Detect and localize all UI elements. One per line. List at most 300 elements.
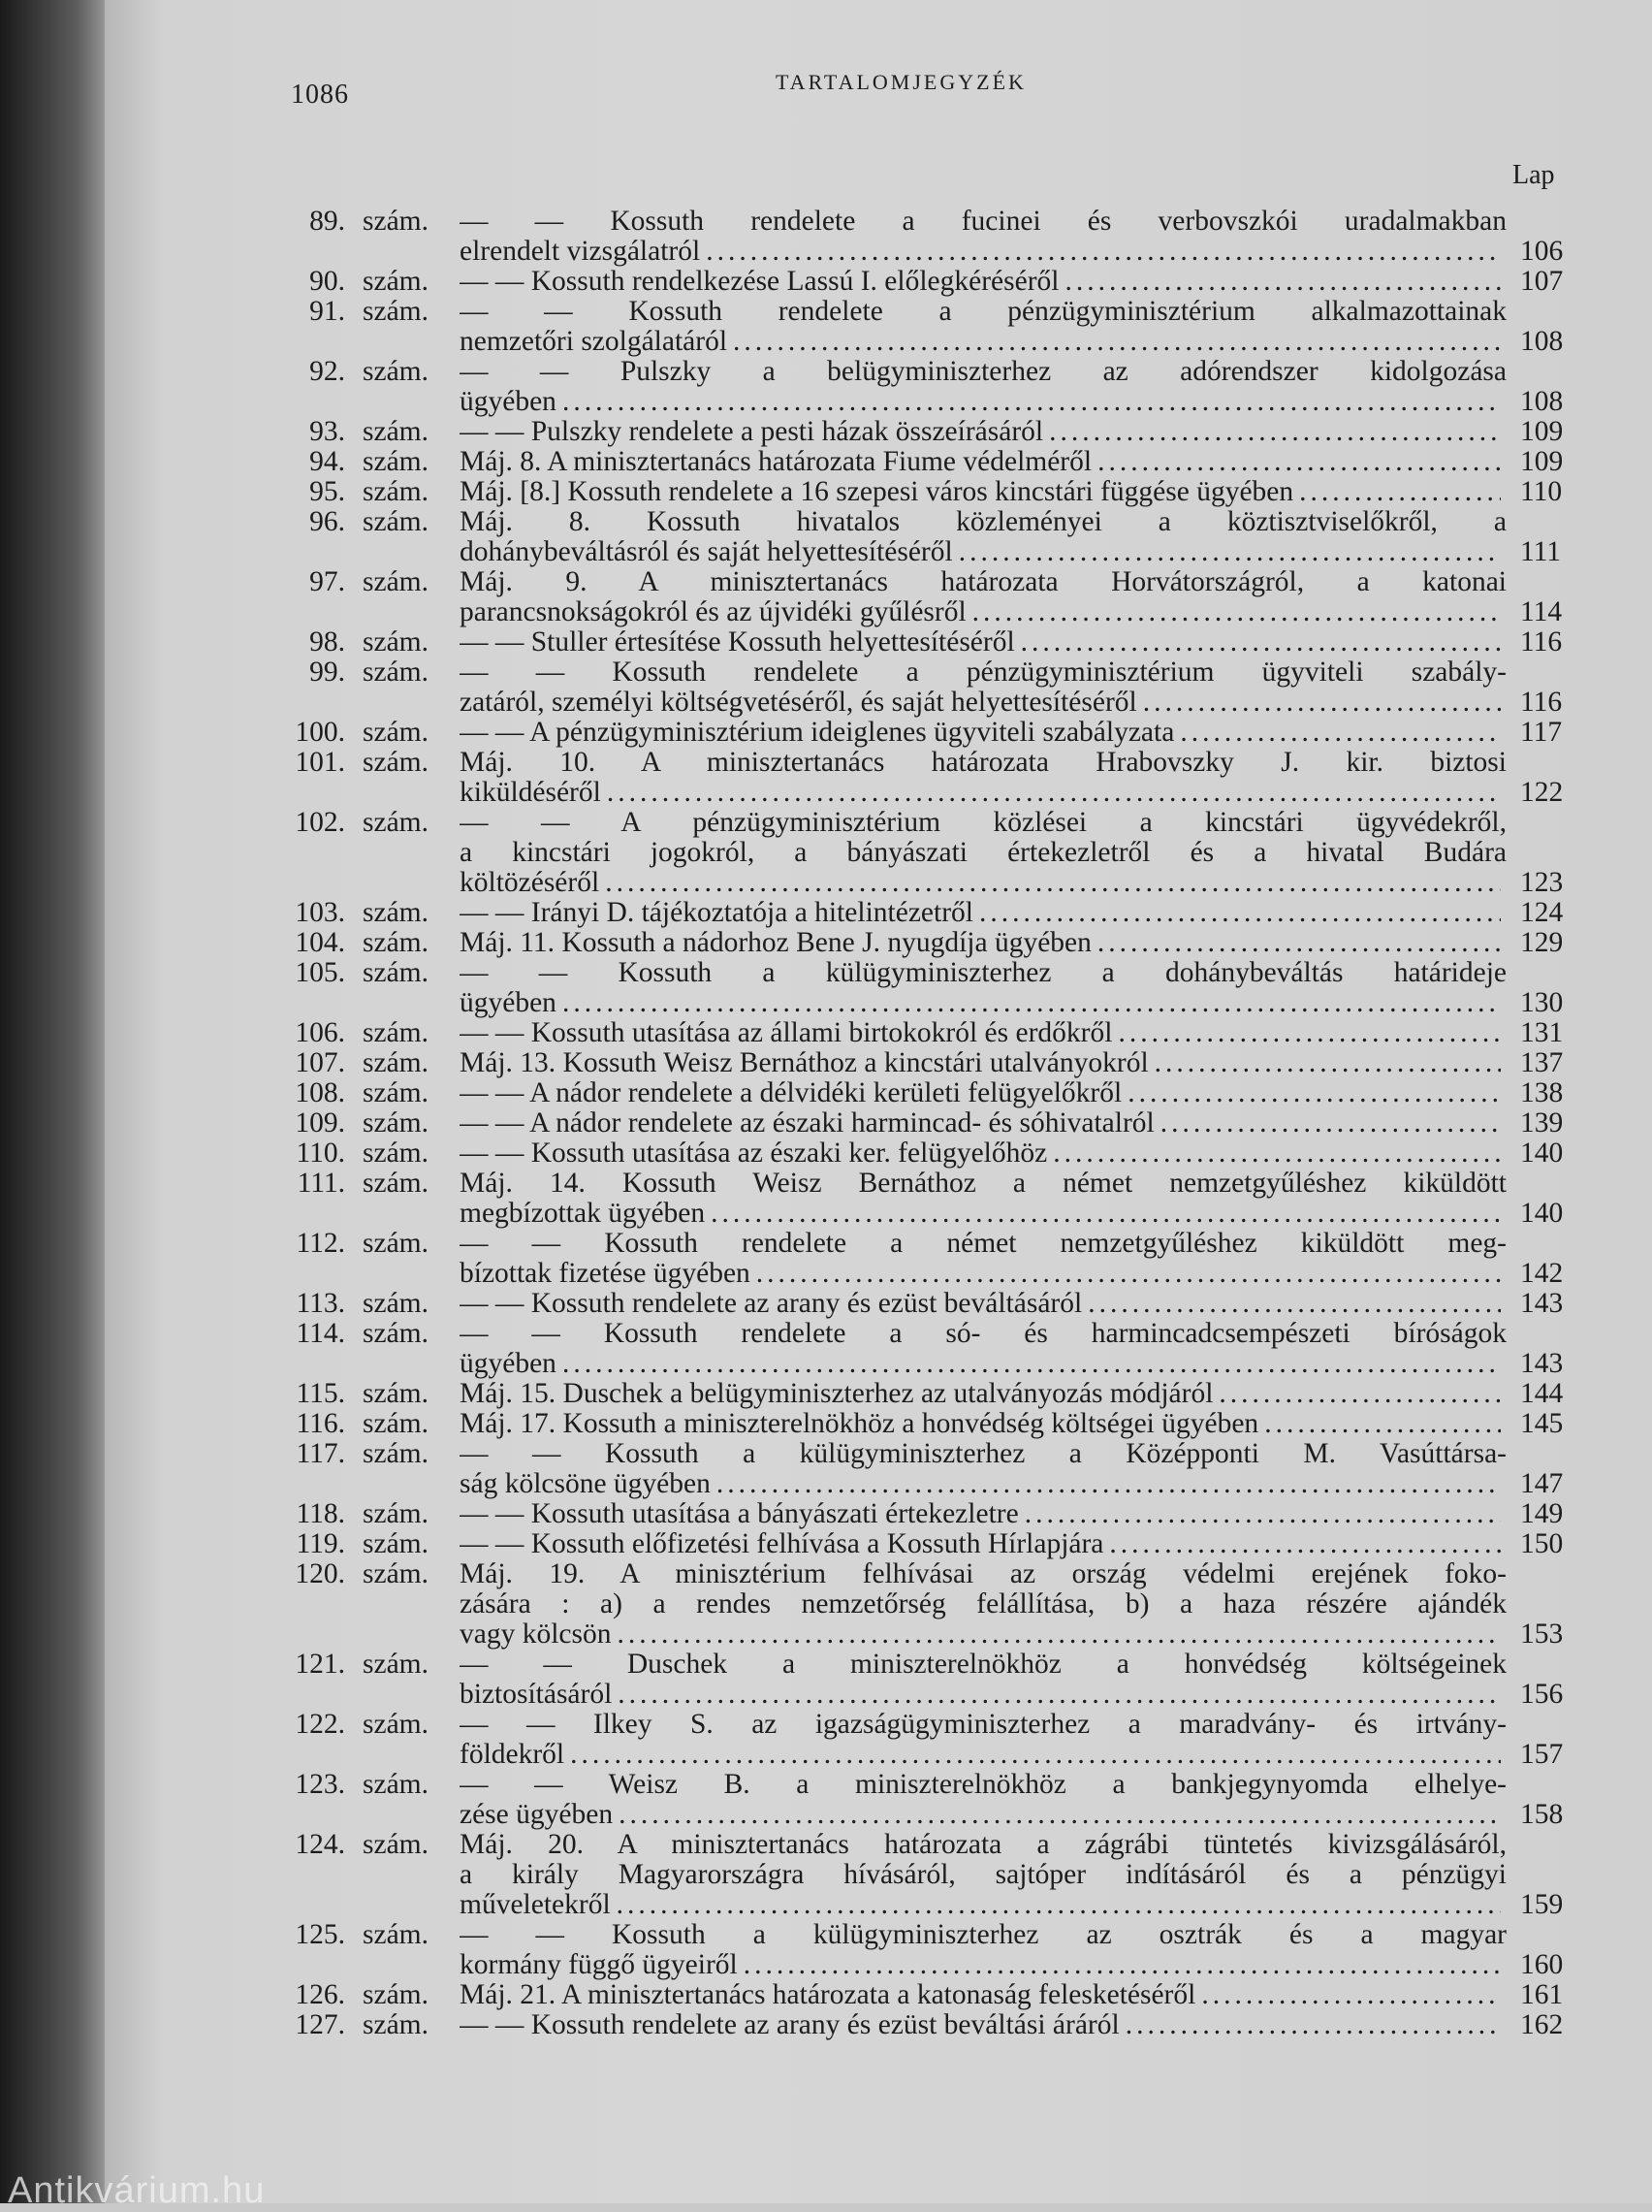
entry-page-number: 153 <box>1520 1619 1564 1650</box>
entry-title-last-line <box>460 1018 1507 1048</box>
entry-title-text: Máj. 11. Kossuth a nádorhoz Bene J. nyugdíja ügyében <box>460 928 1092 958</box>
entry-page-number: 149 <box>1520 1498 1564 1529</box>
entry-title-last-line <box>460 1890 1507 1920</box>
entry-title-text: Máj. 8. A minisztertanács határozata Fiume védelméről <box>460 447 1093 477</box>
entry-title <box>460 1529 1507 1559</box>
entry-title-last-line <box>460 1409 1507 1439</box>
entry-label: szám. <box>363 2009 429 2040</box>
dot-leader <box>1053 1138 1501 1169</box>
entry-title-line: — — Weisz B. a miniszterelnökhöz a bankjegynyomda elhelye- <box>460 1770 1507 1800</box>
entry-title-line: — — Kossuth rendelete a pénzügyminisztérium ügyviteli szabály- <box>460 657 1507 688</box>
entry-title-text: műveletekről <box>460 1890 611 1920</box>
entry-page-number: 131 <box>1520 1017 1564 1048</box>
dot-leader <box>716 1469 1501 1499</box>
entry-title-line: — — Kossuth rendelete a fucinei és verbovszkói uradalmakban <box>460 207 1507 237</box>
entry-label: szám. <box>363 1138 429 1169</box>
entry-title <box>460 1439 1507 1499</box>
entry-title-last-line <box>460 1349 1507 1379</box>
entry-title-line: Máj. 8. Kossuth hivatalos közleményei a köztisztviselőkről, a <box>460 507 1507 537</box>
entry-title-text: — — A nádor rendelete a délvidéki kerületi felügyelőkről <box>460 1078 1123 1108</box>
entry-page-number: 144 <box>1520 1378 1564 1409</box>
entry-title-text: zatáról, személyi költségvetéséről, és saját helyettesítéséről <box>460 688 1137 718</box>
toc-entry <box>0 1499 1652 1529</box>
entry-title-text: Máj. 17. Kossuth a miniszterelnökhöz a honvédség költségei ügyében <box>460 1409 1259 1439</box>
entry-number: 90. <box>309 266 345 297</box>
entry-page-number: 123 <box>1520 867 1564 898</box>
entry-title <box>460 507 1507 567</box>
entry-title-last-line <box>460 387 1507 417</box>
entry-title <box>460 928 1507 958</box>
entry-number: 125. <box>295 1919 345 1950</box>
entry-number: 123. <box>295 1769 345 1800</box>
entry-page-number: 110 <box>1520 476 1563 507</box>
entry-number: 126. <box>295 1979 345 2010</box>
toc-entry <box>0 627 1652 657</box>
entry-title-last-line <box>460 417 1507 447</box>
entry-title <box>460 357 1507 417</box>
dot-leader <box>607 778 1501 808</box>
entry-title <box>460 1710 1507 1770</box>
entry-title-text: — — Kossuth rendelkezése Lassú I. előlegkéréséről <box>460 267 1060 297</box>
toc-entry <box>0 1559 1652 1650</box>
entry-title <box>460 1169 1507 1229</box>
entry-title-last-line <box>460 267 1507 297</box>
dot-leader <box>959 537 1501 567</box>
entry-number: 104. <box>295 927 345 958</box>
dot-leader <box>618 1680 1501 1710</box>
entry-title-text: megbízottak ügyében <box>460 1199 706 1229</box>
entry-label: szám. <box>363 1228 429 1259</box>
entry-label: szám. <box>363 717 429 748</box>
entry-page-number: 108 <box>1520 326 1564 357</box>
entry-title-line: — — Duschek a miniszterelnökhöz a honvédség költségeinek <box>460 1650 1507 1680</box>
entry-page-number: 106 <box>1520 236 1564 267</box>
entry-number: 114. <box>296 1318 345 1349</box>
entry-label: szám. <box>363 747 429 778</box>
entry-title-text: ügyében <box>460 1349 556 1379</box>
dot-leader <box>1155 1048 1501 1078</box>
entry-title-last-line <box>460 1800 1507 1830</box>
entry-title-line: — — Kossuth a külügyminiszterhez a dohánybeváltás határideje <box>460 958 1507 988</box>
entry-title-last-line <box>460 688 1507 718</box>
dot-leader <box>570 1740 1501 1770</box>
dot-leader <box>1097 447 1501 477</box>
entry-label: szám. <box>363 657 429 688</box>
entry-title <box>460 1499 1507 1529</box>
toc-entry <box>0 1289 1652 1319</box>
entry-label: szám. <box>363 1047 429 1078</box>
entry-label: szám. <box>363 807 429 838</box>
entry-label: szám. <box>363 416 429 447</box>
entry-title-last-line <box>460 1740 1507 1770</box>
dot-leader <box>619 1800 1501 1830</box>
entry-title-text: — — Irányi D. tájékoztatója a hitelintézetről <box>460 898 973 928</box>
entry-title-last-line <box>460 1680 1507 1710</box>
toc-entry <box>0 357 1652 417</box>
entry-title-text: — — Kossuth rendelete az arany és ezüst beváltási áráról <box>460 2010 1120 2040</box>
entry-number: 121. <box>295 1649 345 1680</box>
entry-title-line: zására : a) a rendes nemzetőrség felállítása, b) a haza részére ajándék <box>460 1589 1507 1619</box>
toc-entry <box>0 1078 1652 1108</box>
entry-label: szám. <box>363 506 429 537</box>
entry-title-last-line <box>460 1469 1507 1499</box>
entry-label: szám. <box>363 1077 429 1108</box>
entry-page-number: 137 <box>1520 1047 1564 1078</box>
entry-title-last-line <box>460 868 1507 898</box>
entry-number: 118. <box>296 1498 345 1529</box>
dot-leader <box>733 327 1501 357</box>
entry-title <box>460 1048 1507 1078</box>
entry-title-last-line <box>460 1108 1507 1138</box>
toc-entry <box>0 447 1652 477</box>
entry-label: szám. <box>363 626 429 657</box>
entry-title-text: — — Kossuth utasítása a bányászati értekezletre <box>460 1499 1019 1529</box>
dot-leader <box>1264 1409 1501 1439</box>
entry-page-number: 124 <box>1520 897 1564 928</box>
entry-number: 91. <box>309 296 345 327</box>
entry-page-number: 116 <box>1520 626 1563 657</box>
entry-label: szám. <box>363 1288 429 1319</box>
toc-entry <box>0 1169 1652 1229</box>
entry-title-last-line <box>460 988 1507 1018</box>
entry-title <box>460 748 1507 808</box>
entry-number: 116. <box>296 1408 345 1439</box>
entry-title-last-line <box>460 1259 1507 1289</box>
entry-title-last-line <box>460 778 1507 808</box>
dot-leader <box>979 898 1501 928</box>
entry-label: szám. <box>363 1919 429 1950</box>
entry-title-text: költözéséről <box>460 868 600 898</box>
entry-number: 120. <box>295 1558 345 1589</box>
toc-entry <box>0 1229 1652 1289</box>
entry-title-text: — — A nádor rendelete az északi harmincad- és sóhivatalról <box>460 1108 1155 1138</box>
entry-title-text: Máj. 21. A minisztertanács határozata a katonaság felesketéséről <box>460 1980 1196 2010</box>
entry-number: 92. <box>309 356 345 387</box>
entry-number: 105. <box>295 957 345 988</box>
entry-title-text: kiküldéséről <box>460 778 601 808</box>
entry-title-last-line <box>460 1980 1507 2010</box>
toc-entry <box>0 928 1652 958</box>
watermark: Antikvárium.hu <box>8 2170 266 2211</box>
dot-leader <box>1299 477 1501 507</box>
entry-title-text: — — Kossuth utasítása az állami birtokokról és erdőkről <box>460 1018 1113 1048</box>
entry-title-text: zése ügyében <box>460 1800 614 1830</box>
entry-title-last-line <box>460 1199 1507 1229</box>
entry-title-text: — — Kossuth rendelete az arany és ezüst beváltásáról <box>460 1289 1083 1319</box>
dot-leader <box>617 1890 1501 1920</box>
entry-label: szám. <box>363 476 429 507</box>
entry-page-number: 111 <box>1520 536 1562 567</box>
entry-title-last-line <box>460 1619 1507 1650</box>
toc-entry <box>0 507 1652 567</box>
entry-label: szám. <box>363 1168 429 1199</box>
entry-page-number: 150 <box>1520 1528 1564 1559</box>
entry-label: szám. <box>363 1498 429 1529</box>
entry-page-number: 129 <box>1520 927 1564 958</box>
entry-number: 117. <box>296 1438 345 1469</box>
toc-entry <box>0 1650 1652 1710</box>
entry-page-number: 140 <box>1520 1138 1564 1169</box>
entry-title-last-line <box>460 1529 1507 1559</box>
entry-page-number: 108 <box>1520 386 1564 417</box>
entry-title-line: — — Ilkey S. az igazságügyminiszterhez a maradvány- és irtvány- <box>460 1710 1507 1740</box>
toc-entry <box>0 1529 1652 1559</box>
entry-number: 111. <box>297 1168 345 1199</box>
entry-page-number: 160 <box>1520 1949 1564 1980</box>
entry-page-number: 138 <box>1520 1077 1564 1108</box>
entry-title <box>460 1770 1507 1830</box>
entry-page-number: 143 <box>1520 1288 1564 1319</box>
entry-title-line: — — Kossuth a külügyminiszterhez a Középponti M. Vasúttársa- <box>460 1439 1507 1469</box>
entry-title-line: Máj. 19. A minisztérium felhívásai az ország védelmi erejének foko- <box>460 1559 1507 1589</box>
entry-title-last-line <box>460 327 1507 357</box>
dot-leader <box>711 1199 1501 1229</box>
entry-number: 106. <box>295 1017 345 1048</box>
entry-title-text: ügyében <box>460 988 556 1018</box>
toc-entry <box>0 1770 1652 1830</box>
entry-page-number: 109 <box>1520 416 1564 447</box>
entry-title-line: — — Kossuth rendelete a só- és harmincadcsempészeti bíróságok <box>460 1319 1507 1349</box>
entry-title-line: — — Kossuth rendelete a német nemzetgyűléshez kiküldött meg- <box>460 1229 1507 1259</box>
entry-title <box>460 1289 1507 1319</box>
entry-title <box>460 447 1507 477</box>
entry-number: 112. <box>296 1228 345 1259</box>
entry-title <box>460 267 1507 297</box>
entry-title-last-line <box>460 627 1507 657</box>
dot-leader <box>1049 417 1501 447</box>
entry-title-text: földekről <box>460 1740 565 1770</box>
dot-leader <box>1143 688 1501 718</box>
entry-page-number: 142 <box>1520 1258 1564 1289</box>
dot-leader <box>1097 928 1501 958</box>
entry-label: szám. <box>363 1979 429 2010</box>
entry-label: szám. <box>363 1528 429 1559</box>
entry-number: 93. <box>309 416 345 447</box>
toc-entry <box>0 718 1652 748</box>
entry-title-line: Máj. 10. A minisztertanács határozata Hrabovszky J. kir. biztosi <box>460 748 1507 778</box>
entry-number: 102. <box>295 807 345 838</box>
entry-label: szám. <box>363 927 429 958</box>
entry-title-last-line <box>460 597 1507 627</box>
toc-entry <box>0 1439 1652 1499</box>
entry-title-line: Máj. 20. A minisztertanács határozata a zágrábi tüntetés kivizsgálásáról, <box>460 1830 1507 1860</box>
toc-entry <box>0 1138 1652 1169</box>
toc-entry <box>0 898 1652 928</box>
entry-title <box>460 627 1507 657</box>
dot-leader <box>1088 1289 1501 1319</box>
entry-title-line: — — Kossuth a külügyminiszterhez az osztrák és a magyar <box>460 1920 1507 1950</box>
toc-entry <box>0 207 1652 267</box>
entry-title <box>460 1920 1507 1980</box>
entry-title-text: biztosításáról <box>460 1680 613 1710</box>
entry-page-number: 109 <box>1520 446 1564 477</box>
dot-leader <box>562 387 1501 417</box>
entry-title <box>460 1830 1507 1920</box>
entry-title-line: a kincstári jogokról, a bányászati értekezletről és a hivatal Budára <box>460 838 1507 868</box>
dot-leader <box>1109 1529 1501 1559</box>
entry-page-number: 162 <box>1520 2009 1564 2040</box>
toc-entry <box>0 567 1652 627</box>
entry-title <box>460 207 1507 267</box>
entry-title <box>460 477 1507 507</box>
entry-title-text: — — Stuller értesítése Kossuth helyettesítéséről <box>460 627 1015 657</box>
entry-title-text: — — Kossuth előfizetési felhívása a Kossuth Hírlapjára <box>460 1529 1104 1559</box>
toc-entry <box>0 748 1652 808</box>
entry-title-line: — — Pulszky a belügyminiszterhez az adórendszer kidolgozása <box>460 357 1507 387</box>
entry-title <box>460 657 1507 718</box>
toc-entry <box>0 1920 1652 1980</box>
dot-leader <box>605 868 1501 898</box>
entry-label: szám. <box>363 206 429 237</box>
entry-title-last-line <box>460 1078 1507 1108</box>
toc-entry <box>0 477 1652 507</box>
entry-number: 122. <box>295 1709 345 1740</box>
entry-title-last-line <box>460 237 1507 267</box>
entry-title-last-line <box>460 477 1507 507</box>
dot-leader <box>562 1349 1501 1379</box>
toc-entry <box>0 1980 1652 2010</box>
entry-title <box>460 1018 1507 1048</box>
entry-number: 108. <box>295 1077 345 1108</box>
entry-title <box>460 808 1507 898</box>
entry-title <box>460 1319 1507 1379</box>
entry-title <box>460 1229 1507 1289</box>
entry-label: szám. <box>363 1107 429 1138</box>
entry-title-text: — — Pulszky rendelete a pesti házak összeírásáról <box>460 417 1044 447</box>
entry-page-number: 158 <box>1520 1799 1564 1830</box>
entry-title-last-line <box>460 1950 1507 1980</box>
entry-title-last-line <box>460 447 1507 477</box>
entry-label: szám. <box>363 296 429 327</box>
table-of-contents <box>0 207 1652 2040</box>
entry-title-text: bízottak fizetése ügyében <box>460 1259 750 1289</box>
dot-leader <box>1064 267 1501 297</box>
entry-number: 113. <box>296 1288 345 1319</box>
entry-title-text: kormány függő ügyeiről <box>460 1950 738 1980</box>
page-column-heading: Lap <box>1512 160 1555 190</box>
entry-page-number: 116 <box>1520 687 1563 718</box>
entry-title <box>460 1650 1507 1710</box>
entry-title-text: dohánybeváltásról és saját helyettesítéséről <box>460 537 953 567</box>
entry-title-last-line <box>460 1048 1507 1078</box>
entry-number: 110. <box>296 1138 345 1169</box>
entry-page-number: 157 <box>1520 1739 1564 1770</box>
dot-leader <box>1118 1018 1501 1048</box>
entry-title <box>460 1559 1507 1650</box>
entry-title-line: — — A pénzügyminisztérium közlései a kincstári ügyvédekről, <box>460 808 1507 838</box>
toc-entry <box>0 657 1652 718</box>
dot-leader <box>1126 2010 1501 2040</box>
entry-title-last-line <box>460 1499 1507 1529</box>
entry-title <box>460 1108 1507 1138</box>
dot-leader <box>756 1259 1501 1289</box>
entry-number: 96. <box>309 506 345 537</box>
dot-leader <box>562 988 1501 1018</box>
entry-number: 95. <box>309 476 345 507</box>
entry-title-last-line <box>460 928 1507 958</box>
entry-number: 94. <box>309 446 345 477</box>
entry-title-last-line <box>460 898 1507 928</box>
entry-title <box>460 417 1507 447</box>
entry-number: 97. <box>309 566 345 597</box>
entry-number: 109. <box>295 1107 345 1138</box>
entry-title <box>460 958 1507 1018</box>
entry-title-text: ügyében <box>460 387 556 417</box>
entry-title-line: — — Kossuth rendelete a pénzügyminisztérium alkalmazottainak <box>460 297 1507 327</box>
entry-title-text: — — Kossuth utasítása az északi ker. felügyelőhöz <box>460 1138 1048 1169</box>
entry-number: 124. <box>295 1829 345 1860</box>
dot-leader <box>1128 1078 1501 1108</box>
entry-number: 119. <box>296 1528 345 1559</box>
dot-leader <box>1021 627 1501 657</box>
entry-label: szám. <box>363 1769 429 1800</box>
dot-leader <box>1180 718 1501 748</box>
entry-label: szám. <box>363 266 429 297</box>
entry-label: szám. <box>363 1378 429 1409</box>
toc-entry <box>0 1710 1652 1770</box>
entry-label: szám. <box>363 1829 429 1860</box>
toc-entry <box>0 1108 1652 1138</box>
entry-number: 101. <box>295 747 345 778</box>
dot-leader <box>1025 1499 1501 1529</box>
entry-title-last-line <box>460 718 1507 748</box>
entry-page-number: 130 <box>1520 987 1564 1018</box>
entry-number: 115. <box>296 1378 345 1409</box>
dot-leader <box>1201 1980 1501 2010</box>
entry-title-last-line <box>460 1289 1507 1319</box>
running-head-title: TARTALOMJEGYZÉK <box>776 70 1027 94</box>
entry-label: szám. <box>363 566 429 597</box>
entry-page-number: 156 <box>1520 1679 1564 1710</box>
toc-entry <box>0 1830 1652 1920</box>
dot-leader <box>706 237 1501 267</box>
entry-title-last-line <box>460 1138 1507 1169</box>
toc-entry <box>0 1319 1652 1379</box>
entry-label: szám. <box>363 446 429 477</box>
entry-title-last-line <box>460 537 1507 567</box>
entry-label: szám. <box>363 356 429 387</box>
entry-title-text: Máj. 15. Duschek a belügyminiszterhez az utalványozás módjáról <box>460 1379 1214 1409</box>
entry-number: 100. <box>295 717 345 748</box>
entry-label: szám. <box>363 1438 429 1469</box>
toc-entry <box>0 1409 1652 1439</box>
entry-label: szám. <box>363 897 429 928</box>
entry-title <box>460 1138 1507 1169</box>
entry-title-text: — — A pénzügyminisztérium ideiglenes ügyviteli szabályzata <box>460 718 1175 748</box>
entry-page-number: 147 <box>1520 1468 1564 1499</box>
toc-entry <box>0 1379 1652 1409</box>
entry-number: 98. <box>309 626 345 657</box>
entry-title-line: Máj. 9. A minisztertanács határozata Horvátországról, a katonai <box>460 567 1507 597</box>
entry-page-number: 107 <box>1520 266 1564 297</box>
entry-label: szám. <box>363 1318 429 1349</box>
entry-label: szám. <box>363 1649 429 1680</box>
toc-entry <box>0 808 1652 898</box>
entry-title-text: nemzetőri szolgálatáról <box>460 327 728 357</box>
entry-number: 103. <box>295 897 345 928</box>
entry-page-number: 114 <box>1520 596 1563 627</box>
toc-entry <box>0 958 1652 1018</box>
entry-title-text: Máj. [8.] Kossuth rendelete a 16 szepesi város kincstári függése ügyében <box>460 477 1294 507</box>
entry-page-number: 139 <box>1520 1107 1564 1138</box>
entry-number: 127. <box>295 2009 345 2040</box>
entry-title-text: parancsnokságokról és az újvidéki gyűlésről <box>460 597 967 627</box>
toc-entry <box>0 1018 1652 1048</box>
entry-page-number: 159 <box>1520 1889 1564 1920</box>
entry-page-number: 117 <box>1520 717 1563 748</box>
entry-title-last-line <box>460 2010 1507 2040</box>
toc-entry <box>0 417 1652 447</box>
